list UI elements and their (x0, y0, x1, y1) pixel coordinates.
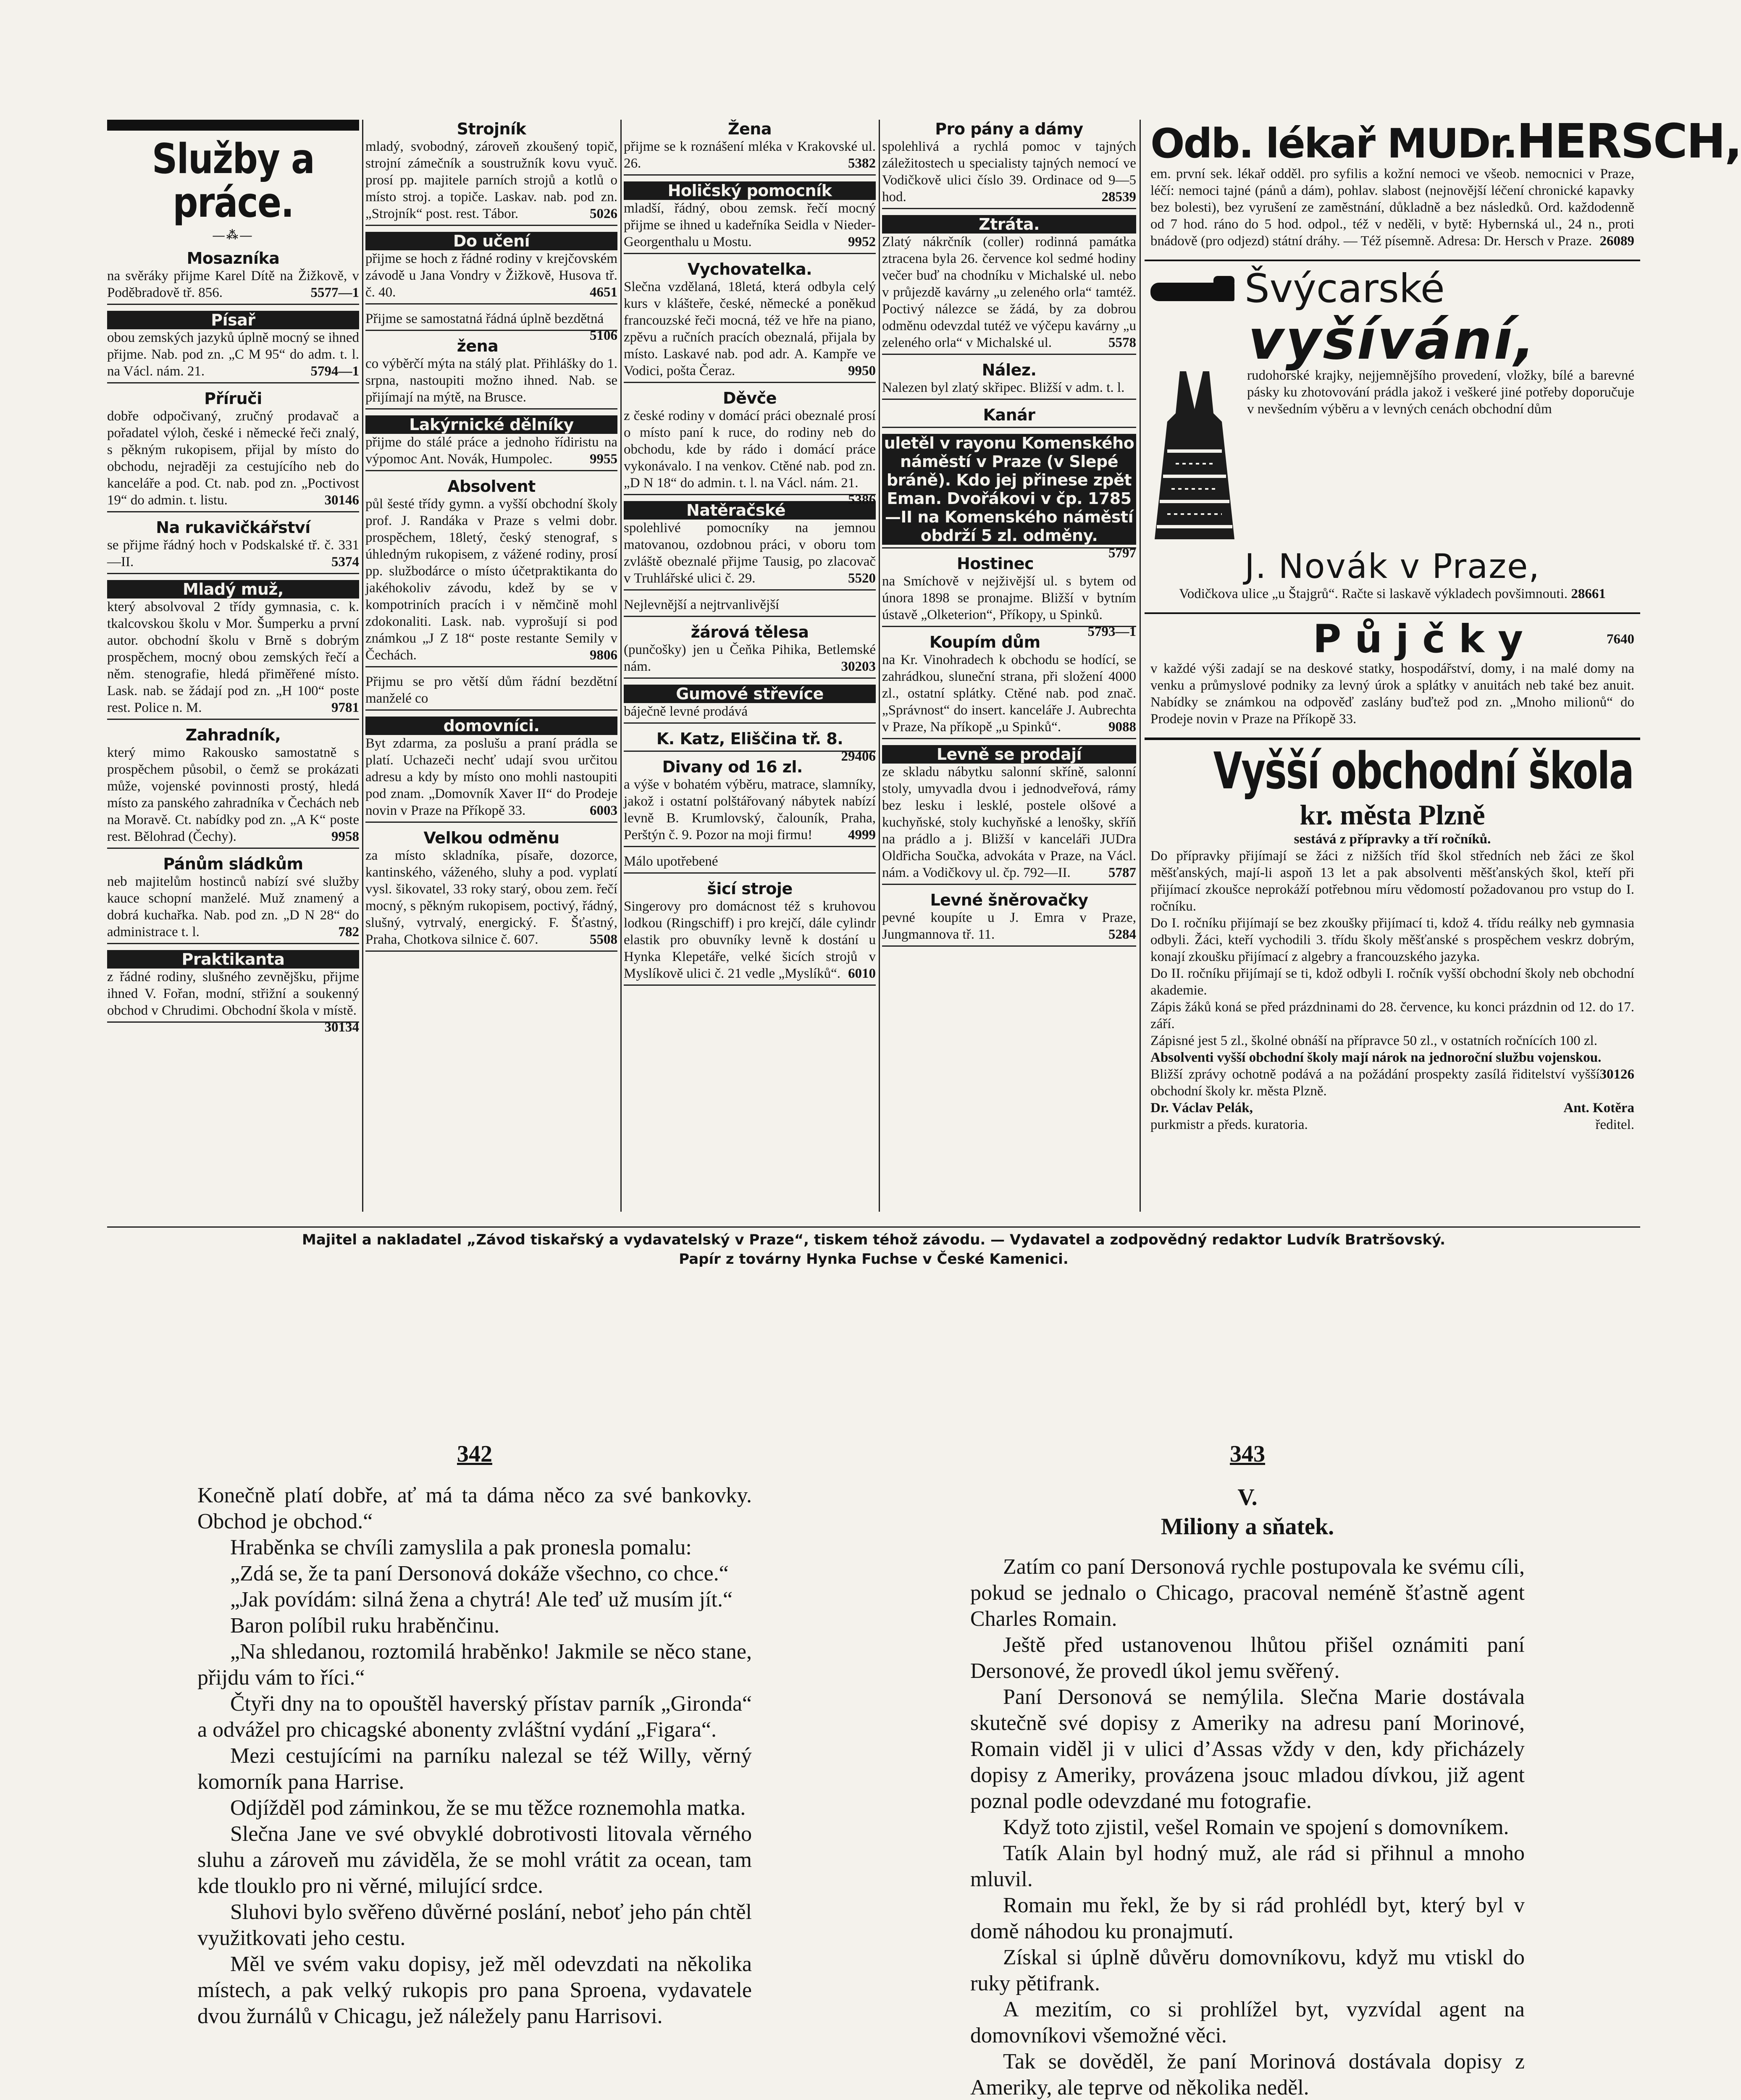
section-title: Služby a práce. (152, 135, 315, 227)
classified-ad-text: (punčošky) jen u Čeňka Pihika, Betlemské nám. 30203 (624, 642, 876, 674)
paragraph: „Jak povídám: silná žena a chytrá! Ale teď už musím jít.“ (230, 1588, 733, 1612)
school-text-5: Zápisné jest 5 zl., školné obnáší na přípravce 50 zl., v ostatních ročnících 100 zl. (1150, 1033, 1597, 1048)
classified-ad-heading: Holičský pomocník (624, 181, 876, 200)
ad-divider (365, 709, 617, 711)
classified-ad-heading: Levně se prodají (882, 745, 1136, 764)
classified-ad (882, 891, 1136, 947)
ad-divider (365, 666, 617, 667)
ad-number: 29406 (841, 749, 876, 764)
classified-ad-text: Singerovy pro domácnost též s kruhovou lodkou (Ringschiff) i pro krejčí, dále cylindr elastik pro obuvníky levně k dostání u Hynka Klepetáře, velké šicích strojů v Myslíkově ulici č. 21 vedle „Myslíků“. 6010 (624, 899, 876, 981)
classified-ad-heading: Vychovatelka. (687, 260, 812, 278)
paragraph: Tak se dověděl, že paní Morinová dostávala dopisy z Ameriky, ale teprve od několika neděl. (970, 2050, 1525, 2100)
classified-ad-heading: žena (457, 337, 499, 355)
ad-number: 9952 (848, 234, 876, 249)
classified-ad-text: Nejlevnější a nejtrvanlivější (624, 597, 780, 612)
classified-ad-text: Málo upotřebené (624, 854, 718, 869)
classified-column-2 (365, 120, 617, 1212)
ad-divider (624, 253, 876, 254)
column-rule (879, 120, 880, 1212)
classified-ad-heading: Příruči (204, 389, 262, 408)
doctor-ad-heading-a: Odb. lékař MUDr. (1150, 120, 1517, 167)
paragraph: „Zdá se, že ta paní Dersonová dokáže všechno, co chce.“ (230, 1562, 729, 1586)
classified-ad-heading: Hostinec (956, 554, 1034, 573)
ornament: —⁂— (213, 229, 254, 242)
column-rule (620, 120, 622, 1212)
ad-number: 9950 (848, 363, 876, 378)
pointing-hand-icon (1150, 270, 1234, 308)
classified-ad-text: mladý, svobodný, zároveň zkoušený topič, strojní zámečník a soustružník kovu vyuč. prosí pp. majitele parních strojů a kotlů o místo stroj. a topiče. Laskav. nab. pod zn. „Strojník“ post. rest. Tábor. 5026 (365, 139, 617, 221)
classified-ad-heading: Mosazníka (186, 249, 280, 268)
paragraph: Paní Dersonová se nemýlila. Slečna Marie dostávala skutečně své dopisy z Ameriky na adresu paní Morinové, Romain viděl ji v ulici d’Assas vždy v den, kdy přicházely dopisy z Ameriky, provázena jsouc mladou dívkou, již agent poznal podle odevzdané mu fotografie. (970, 1685, 1525, 1813)
classified-ad (882, 215, 1136, 355)
classified-ad-text: obou zemských jazyků úplně mocný se ihned přijme. Nab. pod zn. „C M 95“ do adm. t. l. na Václ. nám. 21. 5794—1 (107, 330, 359, 379)
ad-divider (624, 616, 876, 617)
ad-number: 782 (338, 924, 359, 940)
classified-ad-text: na svěráky přijme Karel Dítě na Žižkově, v Poděbradově tř. 856. 5577—1 (107, 268, 359, 300)
ad-number: 9806 (590, 648, 617, 663)
classified-ad (624, 596, 876, 617)
classified-ad (882, 361, 1136, 400)
classified-ad (107, 950, 359, 1035)
classified-ad-heading: Žena (727, 120, 772, 138)
school-heading: Vyšší obchodní škola (1213, 742, 1633, 801)
ad-number: 9088 (1108, 719, 1136, 735)
classified-ad-text: na Kr. Vinohradech k obchodu se hodící, se zahrádkou, sluneční strana, při složení 4000 zl., ostatní splátky. Ctěné nab. pod znač. „Správnost“ do insert. kanceláře J. Aubrechta v Praze, Na příkopě „u Spinků“. 9088 (882, 652, 1136, 735)
classified-ad-heading: Strojník (457, 120, 526, 138)
classified-ad-heading: Divany od 16 zl. (662, 758, 803, 776)
ad-number: 5578 (1108, 335, 1136, 350)
chapter-title: Miliony a sňatek. (1161, 1514, 1334, 1540)
classified-ad-text: spolehlivé pomocníky na jemnou matovanou, ozdobnou práci, v oboru tom zvláště obeznalé přijme Tausig, po zlacovač v Truhlářské ulici č. 29. 5520 (624, 520, 876, 586)
classified-column-3 (624, 120, 876, 1212)
ad-divider (365, 822, 617, 823)
classified-ad-heading: K. Katz, Eliščina tř. 8. (656, 730, 843, 748)
loan-number: 7640 (1607, 631, 1634, 647)
ad-divider (107, 1021, 359, 1023)
novel-page-left (197, 1441, 752, 2029)
ad-divider (365, 303, 617, 304)
ad-divider (107, 573, 359, 574)
paragraph: Čtyři dny na to opouštěl haverský přístav parník „Gironda“ a odvážel pro chicagské abonenty zvláštní vydání „Figara“. (197, 1692, 752, 1742)
ad-divider (365, 408, 617, 410)
ad-divider (107, 719, 359, 720)
imprint (107, 1226, 1640, 1269)
ad-divider (365, 225, 617, 226)
heavy-rule (107, 120, 359, 131)
school-signatures: Dr. Václav Pelák, purkmistr a předs. kuratoria. Ant. Kotěra ředitel. (1150, 1100, 1634, 1132)
imprint-line-2: Papír z továrny Hynka Fuchse v České Kamenici. (679, 1251, 1069, 1268)
classified-section (107, 114, 1741, 1220)
imprint-line-1: Majitel a nakladatel „Závod tiskařský a vydavatelský v Praze“, tiskem téhož závodu. — Vydavatel a zodpovědný redaktor Ludvík Bratršovský. (302, 1231, 1446, 1248)
ad-list (624, 120, 876, 986)
classified-ad (882, 406, 1136, 428)
classified-ad (624, 758, 876, 847)
doctor-ad-text: em. první sek. lékař odděl. pro syfilis a kožní nemoci ve všeob. nemocnici v Praze, léčí: nemoci tajné (pánů a dám), pohlav. slabost (nejnovější léčení chronické kapavky bez bolesti), bez vyrušení ze zaměstnání, důkladně a bez následků. Ord. každodenně od 7 hod. ráno do 5 hod. odpol., též v neděli, v bytě: Hybernská ul., 24 n., proti bnádově (pro odjezd) státní dráhy. — Též písemně. Adresa: Dr. Hersch v Praze. 26089 (1150, 166, 1634, 249)
classified-ad-heading: Koupím dům (929, 633, 1040, 651)
ad-number: 5520 (848, 571, 876, 586)
ad-divider (624, 677, 876, 679)
classified-ad-text: dobře odpočivaný, zručný prodavač a pořadatel výloh, české i německé řeči znalý, s pěkným rukopisem, přijal by místo do obchodu, nejraději za cestujícího neb do kanceláře a pod. Ct. nab. pod zn. „Poctivost 19“ do admin. t. listu. 30146 (107, 409, 359, 508)
embroidery-heading-2: vyšívání, (1248, 308, 1537, 372)
paragraph: Tatík Alain byl hodný muž, ale rád si přihnul a mnoho mluvil. (970, 1841, 1525, 1891)
classified-ad-text: co výběrčí mýta na stálý plat. Přihlášky do 1. srpna, nastoupiti možno ihned. Nab. se přijímají na mýtě, na Brusce. (365, 356, 617, 405)
classified-ad-text: z řádné rodiny, slušného zevnějšku, přijme ihned V. Fořan, modní, střižní a soukenný obchod v Chrudimi. Obchodní škola v místě. 30134 (107, 969, 359, 1035)
chapter-number: V. (1237, 1484, 1258, 1510)
classified-ad-heading: Natěračské (624, 501, 876, 520)
school-text-4: Zápis žáků koná se před prázdninami do 28. července, ku konci prázdnin od 12. do 17. září. (1150, 1000, 1634, 1032)
ad-number: 5797 (1108, 546, 1136, 561)
paragraph: A mezitím, co si prohlížel byt, vyzvídal agent na domovníkovi všemožné věci. (970, 1998, 1525, 2048)
novel-page-right (970, 1441, 1525, 2100)
classified-ad (624, 853, 876, 874)
classified-ad-heading: Gumové střevíce (624, 685, 876, 703)
ad-list (365, 120, 617, 952)
classified-ad-heading: šicí stroje (707, 879, 793, 898)
classified-ad-text: půl šesté třídy gymn. a vyšší obchodní školy prof. J. Randáka v Praze s velmi dobr. prospěchem, 18letý, český stenograf, s úhledným rukopisem, z vážené rodiny, prosí pp. službodárce o místo účetpraktikanta do jakéhokoliv závodu, kdež by se v kompotriních pracích i v němčině mohl zdokonaliti. Lask. nab. vyprošují si pod známkou „J Z 18“ poste restante Semily v Čechách. 9806 (365, 496, 617, 663)
paragraph: Slečna Jane ve své obvyklé dobrotivosti litovala věrného sluhu a zároveň mu záviděla, že se mohl vrátit za ocean, tam kde tlouklo pro ni věrné, milující srdce. (197, 1822, 752, 1898)
classified-ad-text: Byt zdarma, za poslušu a praní prádla se platí. Uchazeči nechť udají svou určitou adresu a kdy by místo ono mohli nastoupiti pod znam. „Domovník Xaver II“ do Prodeje novin v Praze na Příkopě 33. 6003 (365, 736, 617, 818)
ad-number: 30203 (841, 659, 876, 674)
classified-ad (107, 855, 359, 944)
ad-divider (107, 943, 359, 944)
classified-ad-text: Zlatý nákrčník (coller) rodinná památka ztracena byla 26. července kol sedmé hodiny večer buď na chodníku v Michalské ul. nebo v průjezdě kavárny „u zeleného orla“ tamtéž. Poctivý nálezce se žádá, by za dobrou odměnu odevzdal tutéž ve výčepu kavárny „u zeleného orla“ v Michalské ul. 5578 (882, 234, 1136, 350)
page-text (970, 1554, 1525, 2100)
classified-ad (882, 745, 1136, 885)
classified-ad-text: Přijme se samostatná řádná úplně bezdětná 5106 (365, 311, 617, 343)
ad-number: 5284 (1108, 927, 1136, 942)
ad-divider (882, 738, 1136, 739)
loan-heading: Půjčky (1313, 617, 1537, 662)
classified-ad-heading: Levné šněrovačky (930, 891, 1088, 909)
ad-divider (624, 984, 876, 986)
classified-ad-heading: Děvče (723, 389, 777, 407)
classified-ad-text: přijme se k roznášení mléka v Krakovské ul. 26. 5382 (624, 139, 876, 171)
ad-number: 28539 (1101, 189, 1136, 205)
classified-ad (882, 120, 1136, 209)
ad-divider (882, 399, 1136, 400)
classified-ad (365, 310, 617, 343)
paragraph: Hraběnka se chvíli zamyslila a pak pronesla pomalu: (230, 1536, 692, 1559)
classified-ad-text: pevné koupíte u J. Emra v Praze, Jungmannova tř. 11. 5284 (882, 910, 1136, 942)
ad-number: 5577—1 (310, 285, 359, 300)
paragraph: Konečně platí dobře, ať má ta dáma něco za své bankovky. Obchod je obchod.“ (197, 1483, 752, 1533)
ad-number: 5794—1 (310, 364, 359, 379)
classified-ad-heading: Na rukavičkářství (156, 518, 310, 537)
classified-ad (624, 260, 876, 383)
ad-divider (882, 547, 1136, 549)
embroidery-ad-heading (1150, 268, 1634, 310)
novak-name: J. Novák v Praze, (1245, 547, 1540, 586)
classified-ad (882, 633, 1136, 739)
ad-number: 30146 (324, 493, 359, 508)
classified-ad-text: ze skladu nábytku salonní skříně, salonní stoly, umyvadla dvou i jednodveřová, rámy bez lesku i lesklé, postele olšové a kuchyňské, stoly kuchyňské a lenošky, skříň na prádlo a j. Bližší v kanceláři JUDra Oldřicha Součka, advokáta v Praze, na Václ. nám. a Vodičkovy ul. čp. 792—II. 5787 (882, 764, 1136, 880)
paragraph: Získal si úplně důvěru domovníkovu, když mu vtiskl do ruky pětifrank. (970, 1945, 1525, 1995)
classified-ad-text: který mimo Rakousko samostatně s prospěchem působil, o čemž se prokázati může, vojenské povinnosti prostý, hledá místo za panského zahradníka v Čechách neb na Moravě. Ct. nabídky pod zn. „A K“ poste rest. Bělohrad (Čechy). 9958 (107, 745, 359, 844)
classified-column-4 (882, 120, 1136, 1212)
ad-divider (107, 511, 359, 512)
classified-ad (365, 477, 617, 667)
classified-ad-heading: Ztráta. (882, 215, 1136, 234)
classified-ad (365, 120, 617, 226)
classified-ad (365, 829, 617, 952)
classified-ad (624, 181, 876, 254)
classified-ad-heading: domovníci. (365, 717, 617, 735)
classified-ad-text: neb majitelům hostinců nabízí své služby kauce schopní manželé. Muž znamený a dobrá kuchařka. Nab. pod zn. „D N 28“ do administrace t. l. 782 (107, 874, 359, 940)
school-lead: sestává z přípravky a tří ročníků. (1294, 832, 1491, 847)
classified-ad-text: z české rodiny v domácí práci obeznalé prosí o místo paní k ruce, do rodiny neb do obchodu, kde by rádo i domácí práce vykonávalo. I na venkov. Ctěné nab. pod zn. „D N 18“ do admin. t. l. na Václ. nám. 21. 5386 (624, 408, 876, 507)
ad-number: 5106 (590, 328, 617, 343)
classified-ad-heading: Písař (107, 311, 359, 329)
embroidery-ad (1145, 260, 1640, 606)
classified-ad (624, 120, 876, 176)
classified-ad-heading: uletěl v rayonu Komenského náměstí v Praze (v Slepé bráně). Kdo jej přinese zpět Eman. Dvořákovi v čp. 1785—II na Komenského náměstí obdrží 5 zl. odměny. (882, 434, 1136, 545)
ad-number: 6003 (590, 803, 617, 818)
loan-ad-text: v každé výši zadají se na deskové statky, hospodářství, domy, i na malé domy na venku a průmyslové podniky za levný úrok a splátky v anuitách neb také bez anuit. Nabídky se známkou na odpověď zaslány buďtež pod zn. „Mnoho milionů“ do Prodeje novin v Praze na Příkopě 33. (1150, 661, 1634, 727)
paragraph: Měl ve svém vaku dopisy, jež měl odevzdati na několika místech, a pak velký rukopis pro pana Sproena, vydavatele dvou žurnálů v Chicagu, jež náležely panu Harrisovi. (197, 1952, 752, 2028)
column-rule (1140, 120, 1141, 1212)
page-number: 342 (457, 1441, 492, 1467)
classified-ad-text: Slečna vzdělaná, 18letá, která odbyla celý kurs v klášteře, české, německé a poněkud francouzské řeči mocná, též ve hře na piano, zpěvu a ručních pracích obeznalá, přijala by místo. Laskavé nab. pod adr. A. Kampře ve Vodici, pošta Čeraz. 9950 (624, 279, 876, 378)
classified-ad (365, 673, 617, 711)
classified-ad (107, 518, 359, 574)
classified-ad-heading: Do učení (365, 232, 617, 250)
ad-number: 5793—1 (1087, 624, 1136, 639)
ad-divider (624, 382, 876, 383)
ad-number: 9955 (590, 452, 617, 467)
paragraph: Zatím co paní Dersonová rychle postupovala ke svému cíli, pokud se jednalo o Chicago, pracoval neméně šťastně agent Charles Romain. (970, 1555, 1525, 1631)
classified-ad (365, 717, 617, 823)
paragraph: Ještě před ustanovenou lhůtou přišel oznámiti paní Dersonové, že provedl úkol jemu svěřený. (970, 1633, 1525, 1683)
ad-divider (624, 751, 876, 752)
classified-ad (624, 389, 876, 507)
classified-ad (107, 389, 359, 512)
classified-ad-text: přijme se hoch z řádné rodiny v krejčovském závodě u Jana Vondry v Žižkově, Husova tř. č. 40. 4651 (365, 251, 617, 300)
ad-divider (365, 950, 617, 952)
page-number: 343 (1230, 1441, 1265, 1467)
school-subheading: kr. města Plzně (1300, 799, 1485, 831)
ad-number: 9958 (331, 829, 359, 844)
classified-ad (107, 311, 359, 383)
embroidery-ad-text: rudohorské krajky, nejjemnějšího provedení, vložky, bílé a barevné pásky ku zhotovování prádla jakož i veškeré jiné potřeby doporučuje v nevšedním výběru a v levných cenách obchodní dům (1247, 368, 1634, 417)
classified-ad (365, 232, 617, 304)
classified-ad-text: a výše v bohatém výběru, matrace, slamníky, jakož i ostatní polštářovaný nábytek nabízí levně B. Krumlovský, čalouník, Praha, Perštýn č. 9. Pozor na moji firmu! 4999 (624, 777, 876, 843)
school-text-1: Do přípravky přijímají se žáci z nižších tříd škol středních neb žáci ze škol měšťanských, mají-li aspoň 13 let a pak absolventi měšťanských škol, kteří při přijímací zkoušce neprokáží potřebnou míru vědomostí požadovanou pro vstup do I. ročníku. (1150, 848, 1634, 914)
page-text (197, 1483, 752, 2029)
classified-ad (365, 337, 617, 410)
ad-divider (624, 174, 876, 176)
classified-ad-text: přijme do stálé práce a jednoho řídiristu na výpomoc Ant. Novák, Humpolec. 9955 (365, 435, 617, 467)
ad-divider (624, 494, 876, 495)
ad-divider (624, 722, 876, 724)
embroidery-heading-1: Švýcarské (1245, 266, 1445, 312)
classified-ad (624, 623, 876, 679)
ad-list (107, 249, 359, 1035)
ad-number: 5374 (331, 554, 359, 570)
ad-divider (624, 846, 876, 847)
loan-heading-row (1150, 618, 1634, 660)
display-ads-column (1145, 114, 1741, 1212)
classified-ad-text: Nalezen byl zlatý skřipec. Bližší v adm. t. l. (882, 380, 1125, 395)
ad-number: 5026 (590, 206, 617, 221)
classified-ad (624, 501, 876, 591)
classified-ad-heading: Kanár (983, 406, 1035, 424)
classified-ad-heading: žárová tělesa (691, 623, 809, 641)
ad-divider (624, 589, 876, 591)
classified-ad-heading: Pro pány a dámy (935, 120, 1083, 138)
classified-ad-heading: Nález. (982, 361, 1037, 379)
classified-ad (365, 415, 617, 471)
classified-ad (107, 249, 359, 305)
ad-divider (107, 304, 359, 305)
classified-ad (107, 580, 359, 720)
paragraph: Odjížděl pod záminkou, že se mu těžce roznemohla matka. (230, 1796, 746, 1820)
ad-number: 5386 (848, 492, 876, 507)
ad-list (882, 120, 1136, 947)
ad-number: 6010 (848, 966, 876, 981)
novak-address: Vodičkova ulice „u Štajgrů“. Račte si laskavě výkladech povšimnouti. 28661 (1179, 586, 1606, 601)
ad-divider (882, 884, 1136, 885)
ad-number: 30134 (324, 1020, 359, 1035)
classified-ad (882, 434, 1136, 561)
ad-divider (882, 427, 1136, 428)
ad-divider (107, 382, 359, 383)
ad-divider (624, 872, 876, 874)
classified-ad (882, 554, 1136, 639)
classified-ad-text: za místo skladníka, písaře, dozorce, kantinského, váženého, sluhy a pod. vyplatí vysl. šikovatel, 33 roky starý, obou zem. řečí mocný, s pěkným rukopisem, poctivý, řádný, slušný, vytrvalý, energický. F. Šťastný, Praha, Chotkova silnice č. 607. 5508 (365, 848, 617, 947)
doctor-ad (1145, 114, 1741, 254)
school-text-7: Bližší zprávy ochotně podává a na požádání prospekty zasílá řiditelství vyšší obchodní školy kr. města Plzně. (1150, 1067, 1600, 1099)
paragraph: Sluhovi bylo svěřeno důvěrné poslání, neboť jeho pán chtěl využitkovati jeho cestu. (197, 1900, 752, 1950)
school-text-6: Absolventi vyšší obchodní školy mají nárok na jednoroční službu vojenskou. 30126 (1150, 1050, 1634, 1082)
classified-ad (107, 726, 359, 849)
dress-illustration-icon (1150, 367, 1239, 543)
column-rule (362, 120, 363, 1212)
doctor-ad-heading-b: HERSCH, (1516, 114, 1741, 169)
classified-ad (624, 879, 876, 986)
paragraph: Romain mu řekl, že by si rád prohlédl byt, který byl v domě náhodou ku pronajmutí. (970, 1893, 1525, 1943)
classified-ad-text: spolehlivá a rychlá pomoc v tajných záležitostech u specialisty tajných nemocí ve Vodičkově ulici číslo 39. Ordinace od 9—5 hod. 28539 (882, 139, 1136, 205)
ad-divider (882, 354, 1136, 355)
ad-divider (107, 848, 359, 849)
school-ad (1145, 738, 1640, 1137)
classified-ad-heading: Pánům sládkům (163, 855, 303, 873)
classified-ad-heading: Praktikanta (107, 950, 359, 969)
school-text-3: Do II. ročníku přijímají se ti, kdož odbyli I. ročník vyšší obchodní školy neb obchodní akademie. (1150, 966, 1634, 998)
classified-ad-text: báječně levné prodává (624, 704, 748, 719)
classified-ad (624, 730, 876, 764)
ad-divider (365, 330, 617, 331)
classified-ad-text: mladší, řádný, obou zemsk. řečí mocný přijme se ihned u kadeřníka Seidla v Nieder-Georgenthalu u Mostu. 9952 (624, 201, 876, 249)
classified-ad-text: se přijme řádný hoch v Podskalské tř. č. 331—II. 5374 (107, 538, 359, 570)
classified-ad-text: Přijmu se pro větší dům řádní bezdětní manželé co (365, 674, 617, 706)
paragraph: Mezi cestujícími na parníku nalezal se též Willy, věrný komorník pana Harrise. (197, 1744, 752, 1794)
ad-number: 5382 (848, 156, 876, 171)
paragraph: Když toto zjistil, vešel Romain ve spojení s domovníkem. (1003, 1815, 1509, 1839)
classified-column-1 (107, 120, 359, 1212)
ad-number: 4651 (590, 285, 617, 300)
classified-ad-heading: Zahradník, (185, 726, 281, 744)
classified-ad-heading: Velkou odměnu (423, 829, 559, 847)
paragraph: Baron políbil ruku hraběnčinu. (230, 1614, 500, 1638)
ad-divider (882, 945, 1136, 947)
classified-ad-heading: Lakýrnické dělníky (365, 415, 617, 434)
ad-number: 4999 (848, 827, 876, 843)
classified-ad-text: který absolvoval 2 třídy gymnasia, c. k. tkalcovskou školu v Mor. Šumperku a první autor. obchodní školu v Brně s dobrým prospěchem, mocný obou zemských řečí a něm. stenografie, hledá přiměřené místo. Lask. nab. se žádají pod zn. „H 100“ poste rest. Police n. M. 9781 (107, 599, 359, 715)
ad-number: 5787 (1108, 865, 1136, 880)
school-text-2: Do I. ročníku přijímají se bez zkoušky přijímací ti, kdož 4. třídu reálky neb gymnasia odbyli. Žáci, kteří vychodili 3. třídu školy měšťanské s prospěchem veskrz dobrým, konají zkoušku přijímací z algebry a francouzského jazyka. (1150, 916, 1634, 964)
classified-ad (624, 685, 876, 724)
ad-number: 5508 (590, 932, 617, 947)
classified-ad-text: na Smíchově v nejživější ul. s bytem od února 1898 se pronajme. Bližší v bytním ústavě „Olketerion“, Příkopy, u Spinků. 5793—1 (882, 574, 1136, 639)
ad-number: 9781 (331, 700, 359, 715)
classified-ad-heading: Mladý muž, (107, 580, 359, 598)
ad-divider (365, 470, 617, 471)
paragraph: „Na shledanou, roztomilá hraběnko! Jakmile se něco stane, přijdu vám to říci.“ (197, 1640, 752, 1690)
ad-divider (882, 208, 1136, 209)
doctor-ad-heading (1150, 114, 1741, 169)
classified-ad-heading: Absolvent (447, 477, 536, 496)
loan-ad (1145, 612, 1640, 732)
